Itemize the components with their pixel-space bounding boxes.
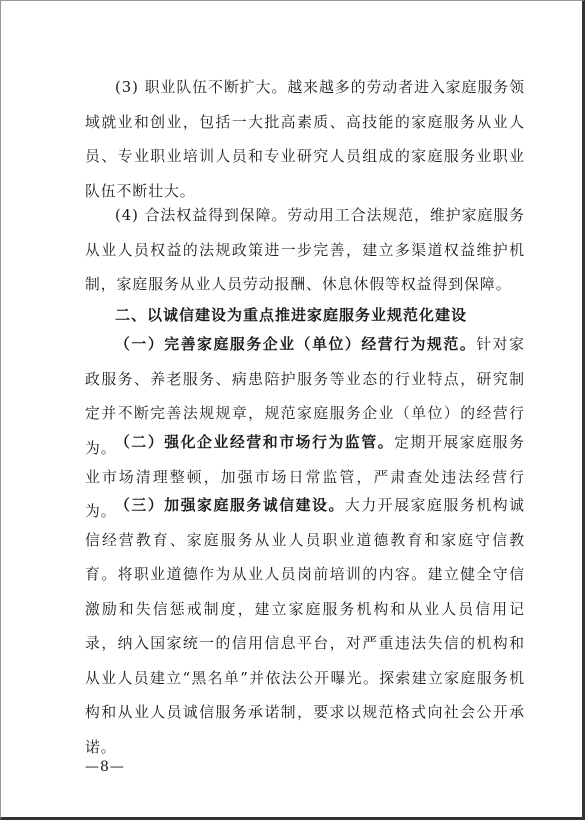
paragraph-legal-rights [85,199,525,303]
paragraph-text: 针对家政服务、养老服务、病患陪护服务等业态的行业特点，研究制定并不断完善法规规章，规范家庭服务企业（单位）的经营行为。 [85,336,525,457]
paragraph-text: (3) 职业队伍不断扩大。越来越多的劳动者进入家庭服务领域就业和创业，包括一大批高素质、高技能的家庭服务从业人员、专业职业培训人员和专业研究人员组成的家庭服务业职业队伍不断壮大。 [85,79,525,200]
page-number: —8— [85,759,125,775]
paragraph-text: 定期开展家庭服务业市场清理整顿，加强市场日常监管，严肃查处违法经营行为。 [85,434,525,520]
paragraph-text: (4) 合法权益得到保障。劳动用工合法规范，维护家庭服务从业人员权益的法规政策进一步完善，建立多渠道权益维护机制，家庭服务从业人员劳动报酬、休息休假等权益得到保障。 [85,207,525,293]
paragraph-lead: （二）强化企业经营和市场行为监管。 [115,434,395,451]
paragraph-career-team [85,71,525,209]
paragraph-integrity-building [85,489,525,765]
paragraph-lead: （一）完善家庭服务企业（单位）经营行为规范。 [115,336,477,353]
section-heading-text: 二、以诚信建设为重点推进家庭服务业规范化建设 [115,306,468,324]
paragraph-lead: （三）加强家庭服务诚信建设。 [115,497,345,514]
section-heading [85,298,525,332]
paragraph-text: 大力开展家庭服务机构诚信经营教育、家庭服务从业人员职业道德教育和家庭守信教育。将职业道德作为从业人员岗前培训的内容。建立健全守信激励和失信惩戒制度，建立家庭服务机构和从业人员信用记录，纳入国家统一的信用信息平台，对严重违法失信的机构和从业人员建立“黑名单”并依法公开曝光。探索建立家庭服务机构和从业人员诚信服务承诺制，要求以规范格式向社会公开承诺。 [85,497,525,756]
